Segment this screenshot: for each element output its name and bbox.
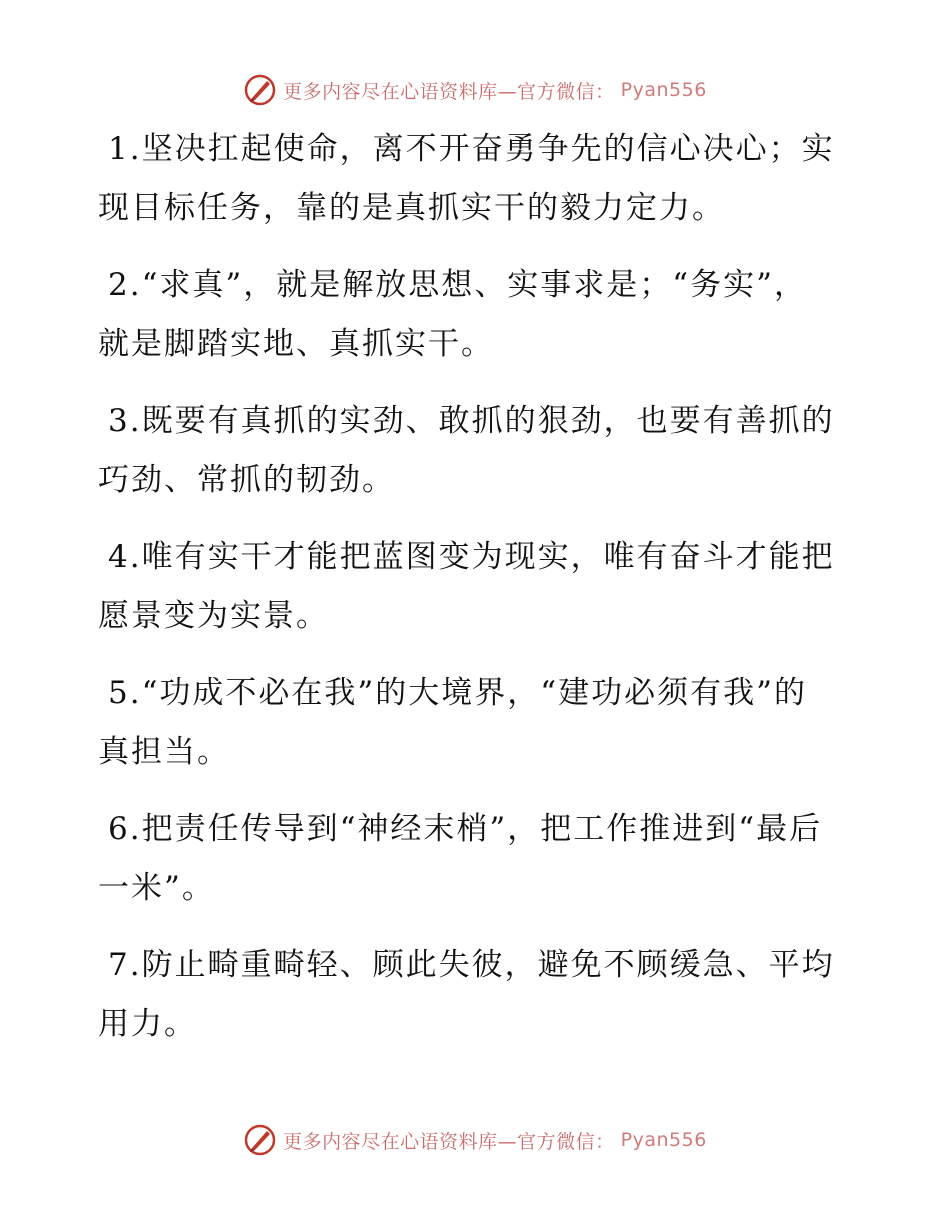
watermark-brand: Pyan556 [620, 1129, 707, 1151]
item-number: 7. [108, 947, 142, 983]
quill-pen-logo-icon [243, 73, 277, 107]
item-number: 1. [108, 131, 142, 167]
item-text: 坚决扛起使命，离不开奋勇争先的信心决心；实现目标任务，靠的是真抓实干的毅力定力。 [98, 131, 835, 226]
item-text: 唯有实干才能把蓝图变为现实，唯有奋斗才能把愿景变为实景。 [98, 539, 835, 634]
item-number: 3. [108, 403, 142, 439]
item-number: 6. [108, 811, 142, 847]
footer-watermark [0, 1120, 950, 1160]
item-text: 把责任传导到“神经末梢”，把工作推进到“最后一米”。 [98, 811, 823, 906]
list-item [98, 392, 838, 510]
item-text: 既要有真抓的实劲、敢抓的狠劲，也要有善抓的巧劲、常抓的韧劲。 [98, 403, 835, 498]
item-number: 5. [108, 675, 142, 711]
header-watermark [0, 70, 950, 110]
list-item [98, 800, 838, 918]
item-text: “求真”，就是解放思想、实事求是；“务实”，就是脚踏实地、真抓实干。 [98, 267, 807, 362]
watermark-text: 更多内容尽在心语资料库—官方微信： [283, 80, 615, 103]
quill-pen-logo-icon [243, 1123, 277, 1157]
watermark-text: 更多内容尽在心语资料库—官方微信： [283, 1130, 615, 1153]
document-body [98, 120, 838, 1072]
item-number: 4. [108, 539, 142, 575]
item-text: 防止畸重畸轻、顾此失彼，避免不顾缓急、平均用力。 [98, 947, 835, 1042]
list-item [98, 120, 838, 238]
item-number: 2. [108, 267, 142, 303]
item-text: “功成不必在我”的大境界，“建功必须有我”的真担当。 [98, 675, 807, 770]
list-item [98, 936, 838, 1054]
list-item [98, 256, 838, 374]
watermark-brand: Pyan556 [620, 79, 707, 101]
list-item [98, 528, 838, 646]
list-item [98, 664, 838, 782]
